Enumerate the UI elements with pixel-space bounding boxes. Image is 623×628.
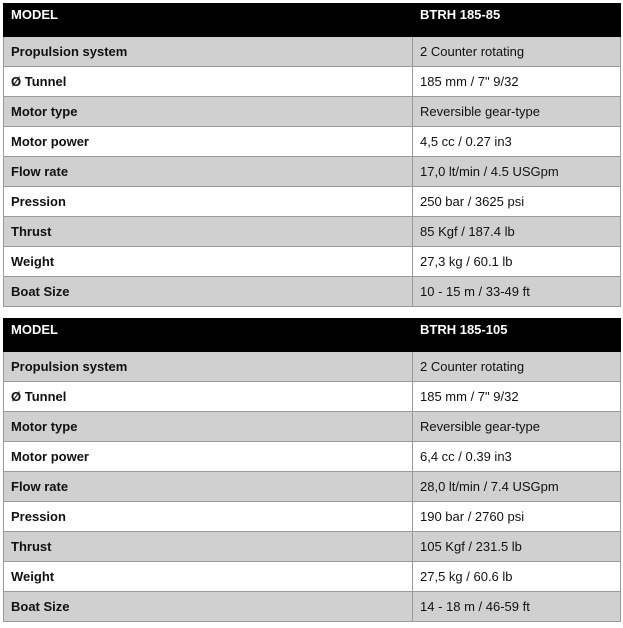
table-header-row (4, 319, 621, 352)
spec-value: 85 Kgf / 187.4 lb (413, 217, 621, 247)
spec-value: 17,0 lt/min / 4.5 USGpm (413, 157, 621, 187)
table-row (4, 382, 621, 412)
table-row (4, 472, 621, 502)
table-row (4, 562, 621, 592)
spec-label: Boat Size (4, 592, 413, 622)
table-row (4, 352, 621, 382)
table-row (4, 247, 621, 277)
spec-label: Motor type (4, 97, 413, 127)
spec-value: 2 Counter rotating (413, 352, 621, 382)
table-row (4, 532, 621, 562)
table-row (4, 157, 621, 187)
spec-label: Thrust (4, 532, 413, 562)
spec-label: Motor power (4, 442, 413, 472)
header-label-cell: MODEL (4, 319, 413, 352)
spec-value: 28,0 lt/min / 7.4 USGpm (413, 472, 621, 502)
spec-value: 185 mm / 7" 9/32 (413, 382, 621, 412)
table-row (4, 67, 621, 97)
spec-label: Propulsion system (4, 352, 413, 382)
spec-label: Pression (4, 187, 413, 217)
table-row (4, 97, 621, 127)
spec-label: Flow rate (4, 157, 413, 187)
spec-value: 185 mm / 7" 9/32 (413, 67, 621, 97)
spec-value: 14 - 18 m / 46-59 ft (413, 592, 621, 622)
spec-value: 105 Kgf / 231.5 lb (413, 532, 621, 562)
spec-value: 190 bar / 2760 psi (413, 502, 621, 532)
table-row (4, 277, 621, 307)
spec-value: 2 Counter rotating (413, 37, 621, 67)
table-row (4, 187, 621, 217)
table-row (4, 412, 621, 442)
spec-label: Motor type (4, 412, 413, 442)
spec-label: Thrust (4, 217, 413, 247)
spec-label: Propulsion system (4, 37, 413, 67)
header-label-cell: MODEL (4, 4, 413, 37)
spec-label: Ø Tunnel (4, 67, 413, 97)
spec-table-btrh-185-85 (3, 3, 621, 307)
table-row (4, 442, 621, 472)
spec-label: Weight (4, 562, 413, 592)
header-model-cell: BTRH 185-105 (413, 319, 621, 352)
spec-table-btrh-185-105 (3, 318, 621, 622)
spec-value: 27,3 kg / 60.1 lb (413, 247, 621, 277)
spec-label: Motor power (4, 127, 413, 157)
spec-label: Flow rate (4, 472, 413, 502)
spec-value: Reversible gear-type (413, 412, 621, 442)
spec-value: 6,4 cc / 0.39 in3 (413, 442, 621, 472)
spec-value: Reversible gear-type (413, 97, 621, 127)
spec-label: Boat Size (4, 277, 413, 307)
spec-value: 10 - 15 m / 33-49 ft (413, 277, 621, 307)
header-model-cell: BTRH 185-85 (413, 4, 621, 37)
table-row (4, 217, 621, 247)
table-row (4, 127, 621, 157)
spec-value: 250 bar / 3625 psi (413, 187, 621, 217)
spec-label: Pression (4, 502, 413, 532)
spec-value: 27,5 kg / 60.6 lb (413, 562, 621, 592)
table-header-row (4, 4, 621, 37)
table-row (4, 502, 621, 532)
table-row (4, 37, 621, 67)
spec-label: Weight (4, 247, 413, 277)
table-row (4, 592, 621, 622)
spec-value: 4,5 cc / 0.27 in3 (413, 127, 621, 157)
spec-label: Ø Tunnel (4, 382, 413, 412)
